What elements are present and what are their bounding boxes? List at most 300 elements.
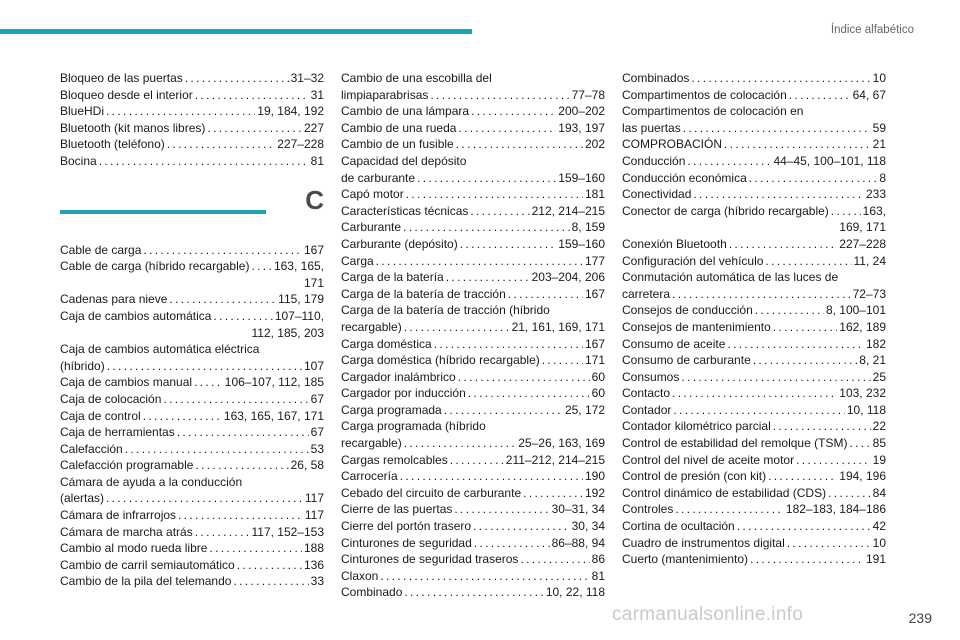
index-entry <box>341 535 605 552</box>
dot-leader <box>765 253 851 270</box>
index-entry-term: de carburante <box>341 170 416 185</box>
index-entry-pages: 53 <box>310 441 324 456</box>
index-entry-pages: 72–73 <box>852 286 886 301</box>
dot-leader <box>508 286 583 303</box>
dot-leader <box>691 70 870 87</box>
dot-leader <box>789 87 851 104</box>
index-entry <box>341 369 605 386</box>
index-entry <box>60 242 324 259</box>
index-entry-line <box>622 136 886 153</box>
index-entry-line <box>60 242 324 259</box>
index-entry-pages: 159–160 <box>558 236 605 251</box>
index-entry-pages: 233 <box>865 187 886 202</box>
index-entry-line <box>341 568 605 585</box>
index-entry <box>622 501 886 518</box>
dot-leader <box>178 507 303 524</box>
index-entry-term: Control dinámico de estabilidad (CDS) <box>622 485 827 500</box>
index-entry-term: Caja de herramientas <box>60 425 175 440</box>
index-entry-pages: 33 <box>310 574 324 589</box>
index-list-c <box>60 242 324 590</box>
index-entry-pages: 202 <box>584 137 605 152</box>
index-entry-pages: 167 <box>584 286 605 301</box>
index-entry-pages: 60 <box>591 386 605 401</box>
index-entry-pages: 22 <box>872 419 886 434</box>
index-entry-line <box>341 501 605 518</box>
index-entry <box>60 524 324 541</box>
index-entry <box>622 103 886 136</box>
index-entry-term: (alertas) <box>60 491 105 506</box>
index-entry <box>60 341 324 374</box>
dot-leader <box>468 385 590 402</box>
dot-leader <box>430 87 569 104</box>
index-entry-pages: 25 <box>872 369 886 384</box>
dot-leader <box>474 535 550 552</box>
index-entry-line <box>341 352 605 369</box>
dot-leader <box>454 501 549 518</box>
dot-leader <box>470 203 529 220</box>
dot-leader <box>687 153 771 170</box>
index-entry-pages: 163, <box>862 203 886 218</box>
dot-leader <box>458 369 590 386</box>
index-entry-line <box>341 535 605 552</box>
index-entry <box>60 291 324 308</box>
index-entry-term: Cargador inalámbrico <box>341 369 456 384</box>
index-entry-pages: 84 <box>872 485 886 500</box>
dot-leader <box>417 170 556 187</box>
index-entry-line <box>60 103 324 120</box>
index-entry-pages: 42 <box>872 519 886 534</box>
index-entry <box>341 120 605 137</box>
dot-leader <box>787 535 871 552</box>
index-list-b <box>60 70 324 170</box>
index-entry-term: Carga de la batería <box>341 270 444 285</box>
dot-leader <box>400 468 583 485</box>
index-entry-line <box>341 103 605 120</box>
index-entry <box>341 302 605 335</box>
dot-leader <box>683 120 871 137</box>
index-entry-term: Carrocería <box>341 469 398 484</box>
index-entry <box>341 253 605 270</box>
index-entry-term-line: Conmutación automática de las luces de <box>622 270 839 285</box>
index-entry-pages: 21, 161, 169, 171 <box>511 319 605 334</box>
index-entry-pages: 193, 197 <box>558 120 605 135</box>
index-entry-pages: 86–88, 94 <box>551 535 605 550</box>
index-entry-pages: 182 <box>865 336 886 351</box>
index-entry-pages: 77–78 <box>571 87 605 102</box>
index-entry-pages: 25, 172 <box>564 402 605 417</box>
index-entry-term: Control del nivel de aceite motor <box>622 452 795 467</box>
index-entry-term: Cámara de marcha atrás <box>60 524 193 539</box>
index-entry-pages: 107–110, <box>274 308 324 323</box>
index-entry-term: Capó motor <box>341 187 404 202</box>
index-entry-pages: 30–31, 34 <box>551 502 605 517</box>
index-entry-pages: 86 <box>591 552 605 567</box>
index-entry-pages: 10 <box>872 535 886 550</box>
index-list <box>341 70 605 601</box>
index-entry-line <box>622 186 886 203</box>
index-entry <box>60 153 324 170</box>
index-entry-pages: 191 <box>865 552 886 567</box>
index-entry-term: Consejos de conducción <box>622 303 753 318</box>
index-entry <box>60 474 324 507</box>
index-entry-term: Cambio de un fusible <box>341 137 454 152</box>
index-entry <box>622 551 886 568</box>
index-entry-pages: 21 <box>872 137 886 152</box>
index-entry-term: Conducción económica <box>622 170 747 185</box>
index-entry <box>341 269 605 286</box>
index-entry-term-line: Carga programada (híbrido <box>341 419 486 434</box>
index-entry-pages: 227–228 <box>277 137 324 152</box>
index-entry-pages: 19 <box>872 452 886 467</box>
index-entry-line <box>622 402 886 419</box>
index-entry <box>622 170 886 187</box>
index-entry-pages: 31 <box>310 87 324 102</box>
dot-leader <box>727 336 864 353</box>
index-entry <box>622 402 886 419</box>
dot-leader <box>828 485 871 502</box>
index-entry-pages: 107 <box>303 358 324 373</box>
index-entry <box>341 501 605 518</box>
index-entry-term: Cambio de carril semiautomático <box>60 557 235 572</box>
index-entry-term: Cebado del circuito de carburante <box>341 485 522 500</box>
index-entry-pages: 200–202 <box>558 104 605 119</box>
dot-leader <box>542 352 583 369</box>
index-entry-pages: 30, 34 <box>571 519 605 534</box>
index-entry-line <box>341 402 605 419</box>
index-entry-term: Consumo de aceite <box>622 336 726 351</box>
index-entry-term: Carburante (depósito) <box>341 236 458 251</box>
index-entry-line <box>622 485 886 502</box>
index-entry <box>622 452 886 469</box>
index-entry-line <box>341 203 605 220</box>
index-entry-term: Cambio de la pila del telemando <box>60 574 232 589</box>
dot-leader <box>675 501 784 518</box>
index-entry-line <box>622 468 886 485</box>
index-entry-term: Carga de la batería de tracción <box>341 286 506 301</box>
index-entry-term: Cuerto (mantenimiento) <box>622 552 749 567</box>
index-entry <box>60 87 324 104</box>
index-entry <box>60 136 324 153</box>
index-entry-term: Cadenas para nieve <box>60 292 168 307</box>
index-entry-line <box>60 490 324 507</box>
index-entry-pages: 159–160 <box>558 170 605 185</box>
dot-leader <box>195 524 250 541</box>
index-entry-pages-continued: 169, 171 <box>839 220 886 235</box>
index-entry-term: Cámara de infrarrojos <box>60 508 177 523</box>
index-entry <box>60 573 324 590</box>
index-entry <box>341 153 605 186</box>
index-entry-line <box>622 253 886 270</box>
index-entry <box>341 418 605 451</box>
dot-leader <box>143 408 222 425</box>
dot-leader <box>672 286 851 303</box>
index-entry-line <box>341 170 605 187</box>
index-entry-line <box>60 540 324 557</box>
index-entry-line <box>341 286 605 303</box>
dot-leader <box>403 219 570 236</box>
index-entry-term: Cinturones de seguridad traseros <box>341 552 519 567</box>
dot-leader <box>768 468 837 485</box>
index-entry-line <box>622 518 886 535</box>
dot-leader <box>177 424 309 441</box>
index-entry-line <box>622 70 886 87</box>
index-entry-line <box>341 236 605 253</box>
dot-leader <box>106 103 255 120</box>
index-entry-line <box>60 87 324 104</box>
page-header-title: Índice alfabético <box>830 24 914 36</box>
index-entry <box>341 402 605 419</box>
dot-leader <box>167 136 276 153</box>
index-entry-line <box>60 573 324 590</box>
index-entry <box>341 219 605 236</box>
dot-leader <box>672 385 837 402</box>
index-entry-pages: 203–204, 206 <box>531 270 605 285</box>
index-entry-term: Combinados <box>622 71 690 85</box>
index-entry-line <box>341 136 605 153</box>
index-entry-line <box>622 535 886 552</box>
index-entry-line <box>622 286 886 303</box>
index-entry <box>341 485 605 502</box>
index-entry-pages: 115, 179 <box>278 292 324 307</box>
index-entry <box>341 103 605 120</box>
index-entry-pages: 212, 214–215 <box>531 203 605 218</box>
index-entry <box>60 424 324 441</box>
index-entry-term: recargable) <box>341 319 402 334</box>
index-entry <box>622 518 886 535</box>
index-entry-pages: 8, 159 <box>571 220 605 235</box>
dot-leader <box>207 120 302 137</box>
section-letter: C <box>305 184 324 215</box>
index-entry-line <box>341 452 605 469</box>
index-entry <box>341 352 605 369</box>
index-entry-line <box>60 70 324 87</box>
index-entry-pages: 117 <box>304 508 324 523</box>
index-entry <box>622 435 886 452</box>
index-entry-line <box>341 120 605 137</box>
index-entry-term: Consumos <box>622 369 680 384</box>
index-entry-term: Conducción <box>622 153 686 168</box>
index-entry-term: las puertas <box>622 120 681 135</box>
index-entry <box>60 103 324 120</box>
index-entry <box>60 374 324 391</box>
index-entry-pages: 163, 165, 167, 171 <box>223 408 324 423</box>
index-entry <box>622 302 886 319</box>
index-entry <box>60 391 324 408</box>
dot-leader <box>849 435 870 452</box>
index-entry <box>341 136 605 153</box>
dot-leader <box>404 584 543 601</box>
index-entry-term: Caja de cambios manual <box>60 375 193 390</box>
index-entry <box>341 568 605 585</box>
index-entry-line <box>622 551 886 568</box>
index-entry-term-line: Capacidad del depósito <box>341 153 467 168</box>
index-entry-line <box>341 369 605 386</box>
index-entry <box>341 70 605 103</box>
index-entry-term: Cable de carga <box>60 242 142 257</box>
index-entry-pages-continued: 171 <box>303 275 324 290</box>
index-entry-line <box>622 385 886 402</box>
index-entry <box>622 236 886 253</box>
index-entry <box>341 452 605 469</box>
index-entry-line <box>622 87 886 104</box>
index-entry-term: Contacto <box>622 386 671 401</box>
dot-leader <box>195 457 288 474</box>
index-entry-term-line: Caja de cambios automática eléctrica <box>60 342 260 357</box>
index-entry-line <box>341 385 605 402</box>
dot-leader <box>169 291 276 308</box>
index-entry-term-line: Compartimentos de colocación en <box>622 104 804 119</box>
dot-leader <box>755 302 824 319</box>
index-entry-line <box>341 518 605 535</box>
index-entry-pages: 44–45, 100–101, 118 <box>773 153 886 168</box>
index-entry-term: Cierre del portón trasero <box>341 519 472 534</box>
index-entry-term: Bloqueo de las puertas <box>60 71 183 85</box>
index-entry-term: Cortina de ocultación <box>622 519 735 534</box>
index-entry-line <box>60 358 324 375</box>
index-entry-line <box>622 203 886 220</box>
index-entry <box>341 236 605 253</box>
index-entry <box>341 468 605 485</box>
index-entry-line <box>60 291 324 308</box>
dot-leader <box>404 319 510 336</box>
index-entry-line <box>622 153 886 170</box>
index-entry-line <box>622 302 886 319</box>
index-entry-line <box>622 120 886 137</box>
index-entry-line <box>341 435 605 452</box>
dot-leader <box>195 87 309 104</box>
dot-leader <box>471 103 556 120</box>
index-entry-line <box>60 374 324 391</box>
index-entry-term: Cargas remolcables <box>341 452 448 467</box>
index-entry-pages: 10, 118 <box>846 402 886 417</box>
index-entry <box>622 535 886 552</box>
index-entry-pages: 67 <box>310 425 324 440</box>
index-entry-term: Control de presión (con kit) <box>622 469 767 484</box>
index-entry-pages-continued: 112, 185, 203 <box>251 325 324 340</box>
index-entry-term: Calefacción <box>60 441 123 456</box>
watermark-text: carmanualsonline.info <box>612 604 804 625</box>
index-entry-pages: 25–26, 163, 169 <box>518 436 605 451</box>
page-number: 239 <box>908 610 932 626</box>
dot-leader <box>404 435 517 452</box>
index-entry-pages: 117, 152–153 <box>251 524 324 539</box>
index-entry-line <box>622 236 886 253</box>
dot-leader <box>750 551 864 568</box>
dot-leader <box>406 186 583 203</box>
dot-leader <box>99 153 309 170</box>
index-entry <box>622 319 886 336</box>
index-entry-line <box>60 153 324 170</box>
index-entry-term: Bluetooth (kit manos libres) <box>60 120 206 135</box>
index-entry-line <box>60 424 324 441</box>
index-entry-line <box>622 501 886 518</box>
index-entry-line <box>60 120 324 137</box>
index-entry <box>622 70 886 87</box>
index-entry-pages: 106–107, 112, 185 <box>224 375 324 390</box>
index-entry <box>622 336 886 353</box>
section-header-c <box>60 186 324 234</box>
index-entry <box>622 269 886 302</box>
index-entry <box>341 186 605 203</box>
index-entry-line <box>60 441 324 458</box>
dot-leader <box>456 136 583 153</box>
dot-leader <box>194 374 223 391</box>
index-entry <box>622 87 886 104</box>
index-entry-line <box>622 319 886 336</box>
index-entry-pages: 8, 100–101 <box>825 303 886 318</box>
index-entry-term: Características técnicas <box>341 203 469 218</box>
dot-leader <box>376 253 583 270</box>
dot-leader <box>434 336 583 353</box>
dot-leader <box>380 568 589 585</box>
index-entry-term: Consejos de mantenimiento <box>622 319 771 334</box>
index-entry <box>60 507 324 524</box>
index-entry-line <box>622 418 886 435</box>
index-entry-term-line: Cámara de ayuda a la conducción <box>60 474 243 489</box>
dot-leader <box>233 573 308 590</box>
index-entry-pages: 8 <box>879 170 886 185</box>
index-entry <box>60 441 324 458</box>
index-entry-term: carretera <box>622 286 671 301</box>
index-entry-term-line: Cambio de una escobilla del <box>341 71 492 85</box>
index-entry-term: Bocina <box>60 153 97 168</box>
index-column-2 <box>341 70 605 601</box>
index-entry-term-line: Carga de la batería de tracción (híbrido <box>341 303 550 318</box>
index-entry-term: Compartimentos de colocación <box>622 87 787 102</box>
index-entry-term: Consumo de carburante <box>622 353 751 368</box>
index-entry <box>341 336 605 353</box>
index-entry-line <box>60 391 324 408</box>
index-entry <box>622 352 886 369</box>
dot-leader <box>520 551 589 568</box>
index-entry-term: Cuadro de instrumentos digital <box>622 535 785 550</box>
index-entry-term: recargable) <box>341 436 402 451</box>
dot-leader <box>107 358 302 375</box>
index-entry-line <box>341 336 605 353</box>
index-entry-line <box>341 219 605 236</box>
index-entry-line <box>341 253 605 270</box>
index-entry <box>622 385 886 402</box>
index-entry-term: Contador <box>622 402 672 417</box>
dot-leader <box>737 518 871 535</box>
index-entry-pages: 190 <box>584 469 605 484</box>
index-entry-term: Combinado <box>341 585 403 600</box>
index-entry-pages: 227 <box>303 120 324 135</box>
index-entry-line <box>622 170 886 187</box>
index-entry-term: Cambio al modo rueda libre <box>60 541 208 556</box>
dot-leader <box>773 418 871 435</box>
index-column-1 <box>60 70 324 590</box>
index-entry-term: Carga doméstica <box>341 336 432 351</box>
index-entry-term: Controles <box>622 502 674 517</box>
index-entry <box>60 70 324 87</box>
dot-leader <box>125 441 309 458</box>
index-entry <box>60 540 324 557</box>
dot-leader <box>673 402 844 419</box>
dot-leader <box>693 186 864 203</box>
index-entry-line <box>341 87 605 104</box>
index-entry-pages: 167 <box>303 242 324 257</box>
dot-leader <box>729 236 838 253</box>
index-entry <box>60 408 324 425</box>
index-entry <box>622 153 886 170</box>
index-entry-line <box>622 452 886 469</box>
index-entry-line <box>622 336 886 353</box>
index-entry <box>622 485 886 502</box>
index-entry-term: Calefacción programable <box>60 458 194 473</box>
dot-leader <box>444 402 563 419</box>
index-entry-pages: 11, 24 <box>853 253 886 268</box>
